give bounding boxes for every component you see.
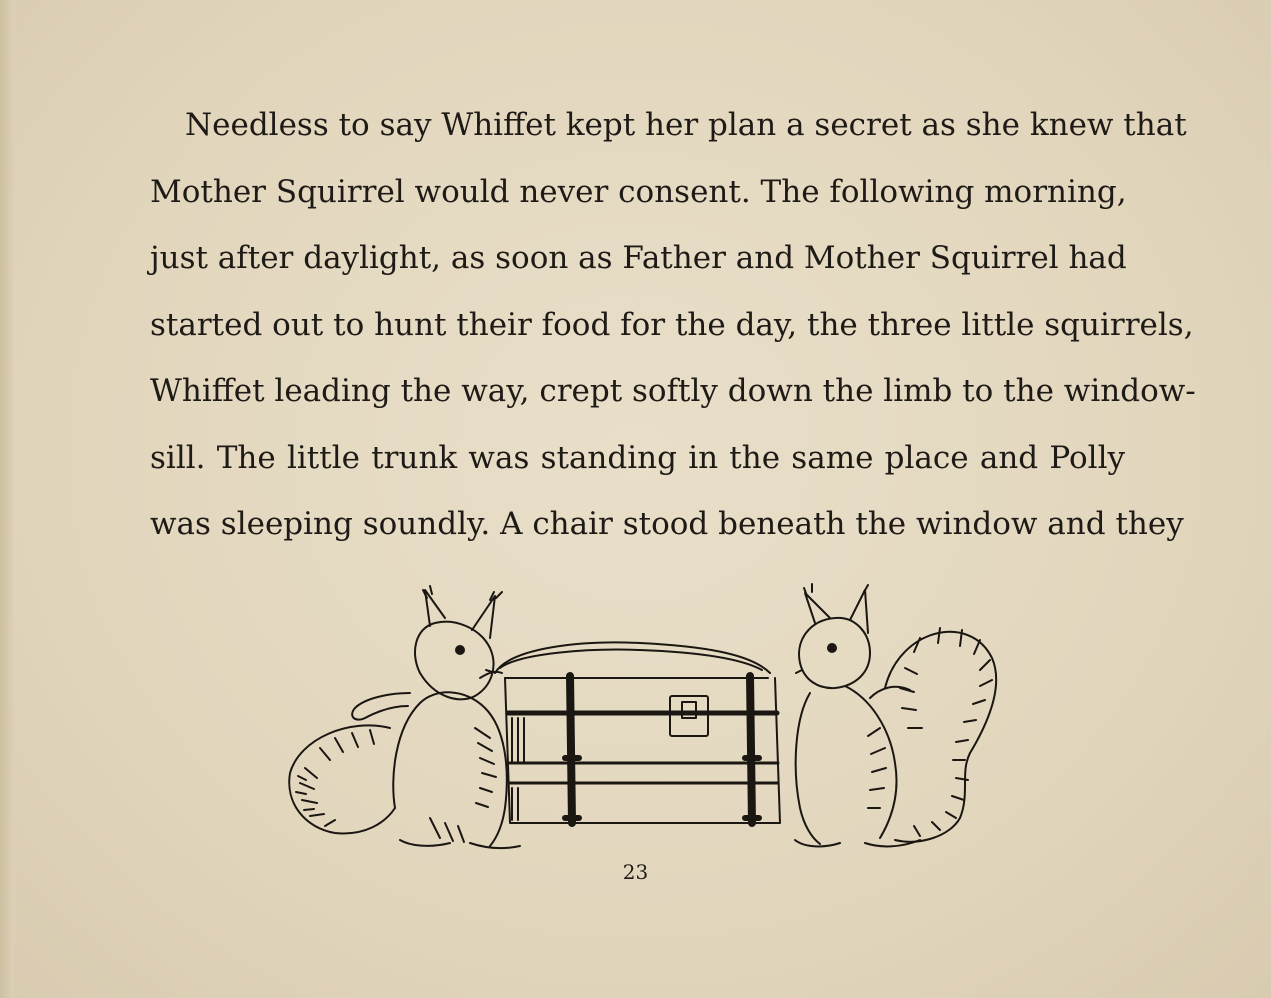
- paragraph-line: was sleeping soundly. A chair stood beneath the window and they: [150, 506, 1184, 542]
- paragraph-line: Needless to say Whiffet kept her plan a secret as she knew that: [185, 107, 1187, 143]
- trunk-icon: [495, 642, 780, 823]
- page-binding-edge: [0, 0, 14, 998]
- story-paragraph: [150, 92, 1196, 558]
- paragraph-line: Whiffet leading the way, crept softly down the limb to the window-: [150, 373, 1196, 409]
- paragraph-line: started out to hunt their food for the day, the three little squirrels,: [150, 306, 1194, 343]
- paragraph-line: Mother Squirrel would never consent. The following morning,: [150, 173, 1127, 210]
- right-squirrel-icon: [795, 584, 996, 846]
- squirrels-with-trunk-illustration: [280, 578, 1000, 853]
- left-squirrel-icon: [289, 586, 520, 848]
- paragraph-line: just after daylight, as soon as Father and Mother Squirrel had: [150, 240, 1127, 276]
- page-number: 23: [622, 860, 649, 884]
- paragraph-line: sill. The little trunk was standing in the same place and Polly: [150, 439, 1125, 476]
